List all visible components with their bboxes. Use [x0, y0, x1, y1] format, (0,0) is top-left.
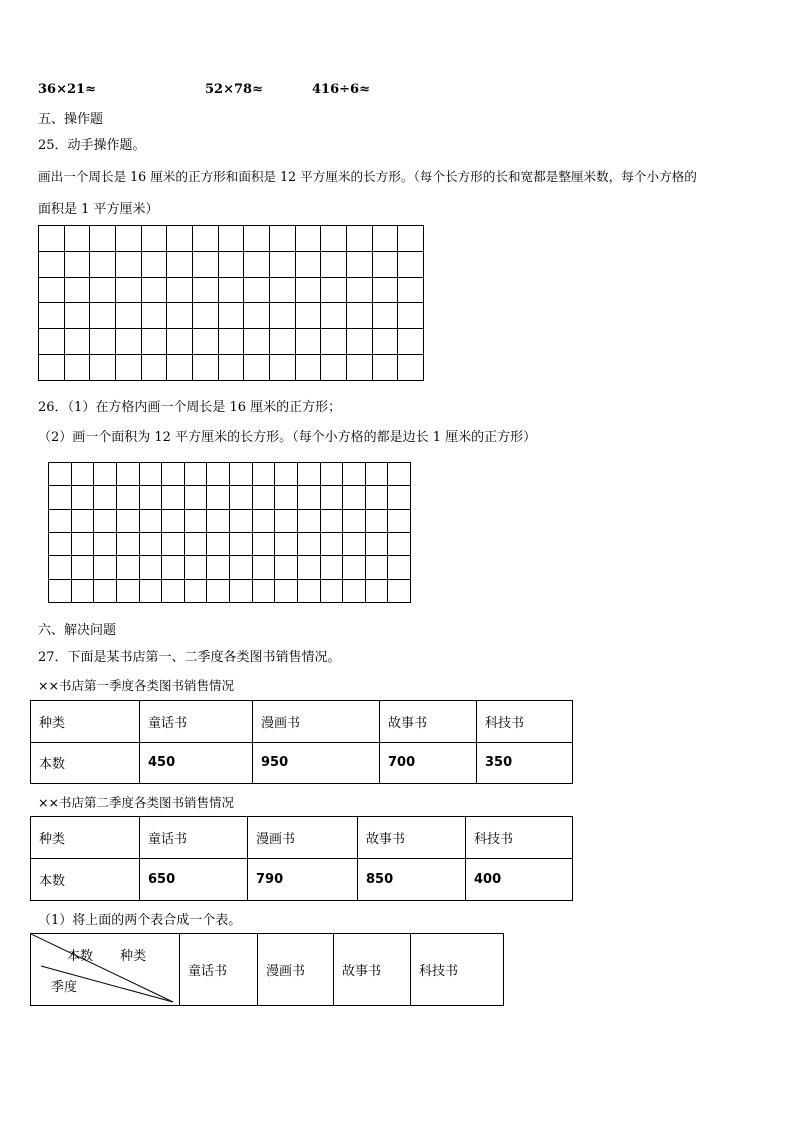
grid-cell[interactable]: [90, 226, 116, 252]
grid-row: [49, 486, 411, 509]
grid-cell[interactable]: [372, 277, 398, 303]
grid-row: [49, 556, 411, 579]
grid-cell[interactable]: [320, 463, 343, 486]
grid-cell[interactable]: [167, 277, 193, 303]
grid-cell[interactable]: [388, 532, 411, 555]
grid-cell[interactable]: [230, 556, 253, 579]
grid-cell[interactable]: [162, 579, 185, 602]
grid-cell[interactable]: [230, 486, 253, 509]
grid-cell[interactable]: [184, 486, 207, 509]
table-row: [180, 934, 504, 1006]
grid-cell[interactable]: [398, 226, 424, 252]
grid-cell[interactable]: [252, 532, 275, 555]
grid-cell[interactable]: [343, 509, 366, 532]
grid-cell[interactable]: [139, 532, 162, 555]
grid-cell[interactable]: [49, 509, 72, 532]
grid-cell[interactable]: [398, 277, 424, 303]
grid-cell[interactable]: [115, 329, 141, 355]
grid-cell[interactable]: [207, 532, 230, 555]
grid-cell[interactable]: [94, 556, 117, 579]
grid-cell[interactable]: [139, 579, 162, 602]
grid-cell[interactable]: [192, 329, 218, 355]
grid-cell[interactable]: [139, 486, 162, 509]
grid-cell[interactable]: [141, 226, 167, 252]
table2-caption: ××书店第二季度各类图书销售情况: [38, 795, 234, 810]
grid-cell[interactable]: [365, 579, 388, 602]
grid-cell[interactable]: [398, 329, 424, 355]
q25-label: 25．动手操作题。: [38, 138, 146, 153]
corner-label-count: 本数: [67, 949, 94, 964]
grid-cell[interactable]: [116, 486, 139, 509]
grid-cell[interactable]: [297, 463, 320, 486]
grid-cell[interactable]: [372, 226, 398, 252]
grid-cell[interactable]: [275, 532, 298, 555]
grid-row: [39, 329, 424, 355]
grid-cell[interactable]: [116, 556, 139, 579]
diagonal-lines: [31, 934, 179, 1006]
grid-cell[interactable]: [269, 329, 295, 355]
grid-cell[interactable]: [49, 556, 72, 579]
grid-cell[interactable]: [343, 463, 366, 486]
grid-cell[interactable]: [162, 463, 185, 486]
grid-cell[interactable]: [218, 251, 244, 277]
grid-cell[interactable]: [346, 277, 372, 303]
q25-line1: 画出一个周长是 16 厘米的正方形和面积是 12 平方厘米的长方形。（每个长方形的长和宽都是整厘米数，每个小方格的: [38, 169, 697, 184]
grid-cell[interactable]: [295, 277, 321, 303]
grid-cell[interactable]: [167, 251, 193, 277]
grid-cell[interactable]: [94, 463, 117, 486]
grid-cell[interactable]: [39, 329, 65, 355]
grid-cell[interactable]: [71, 579, 94, 602]
grid-cell[interactable]: [346, 226, 372, 252]
q27-sub1: （1）将上面的两个表合成一个表。: [38, 913, 242, 928]
grid-cell[interactable]: [218, 303, 244, 329]
grid-cell[interactable]: [64, 303, 90, 329]
grid-cell[interactable]: [252, 486, 275, 509]
grid-cell[interactable]: [39, 251, 65, 277]
table1-header-cell: 科技书: [477, 701, 573, 743]
grid-row: [49, 579, 411, 602]
grid-cell[interactable]: [398, 303, 424, 329]
grid-cell[interactable]: [218, 329, 244, 355]
table2-header-cell: 种类: [31, 817, 140, 859]
grid-cell[interactable]: [218, 355, 244, 381]
grid-cell[interactable]: [372, 303, 398, 329]
grid-cell[interactable]: [343, 556, 366, 579]
grid-cell[interactable]: [71, 532, 94, 555]
grid-cell[interactable]: [94, 579, 117, 602]
grid-cell[interactable]: [320, 532, 343, 555]
grid-cell[interactable]: [139, 463, 162, 486]
grid-cell[interactable]: [64, 355, 90, 381]
grid-cell[interactable]: [116, 509, 139, 532]
grid-cell[interactable]: [192, 251, 218, 277]
grid-cell[interactable]: [269, 355, 295, 381]
grid-cell[interactable]: [365, 556, 388, 579]
grid-row: [49, 463, 411, 486]
grid-cell[interactable]: [321, 226, 347, 252]
grid-cell[interactable]: [230, 463, 253, 486]
grid-cell[interactable]: [90, 277, 116, 303]
grid-cell[interactable]: [162, 486, 185, 509]
grid-cell[interactable]: [252, 579, 275, 602]
grid-cell[interactable]: [398, 355, 424, 381]
grid-cell[interactable]: [184, 509, 207, 532]
grid-cell[interactable]: [184, 556, 207, 579]
grid-row: [49, 509, 411, 532]
grid-cell[interactable]: [320, 486, 343, 509]
corner-label-kind: 种类: [120, 949, 147, 964]
table1-header-cell: 种类: [31, 701, 140, 743]
table3-header-cell: 科技书: [411, 934, 504, 1006]
table3-header-cell: 漫画书: [258, 934, 334, 1006]
grid-cell[interactable]: [207, 486, 230, 509]
grid-cell[interactable]: [192, 226, 218, 252]
grid-cell[interactable]: [64, 329, 90, 355]
grid-cell[interactable]: [365, 532, 388, 555]
table2-header-cell: 故事书: [358, 817, 466, 859]
grid-cell[interactable]: [49, 532, 72, 555]
grid-cell[interactable]: [162, 532, 185, 555]
grid-cell[interactable]: [244, 355, 270, 381]
grid-cell[interactable]: [244, 303, 270, 329]
grid-cell[interactable]: [141, 329, 167, 355]
table1-header-cell: 故事书: [380, 701, 477, 743]
grid-cell[interactable]: [39, 277, 65, 303]
grid-cell[interactable]: [275, 579, 298, 602]
grid-cell[interactable]: [115, 226, 141, 252]
grid-cell[interactable]: [39, 355, 65, 381]
grid-cell[interactable]: [297, 579, 320, 602]
grid-cell[interactable]: [343, 486, 366, 509]
grid-cell[interactable]: [49, 579, 72, 602]
grid-row: [39, 303, 424, 329]
table2-value-cell: 400: [466, 859, 573, 901]
grid-cell[interactable]: [116, 532, 139, 555]
grid-cell[interactable]: [275, 509, 298, 532]
grid-cell[interactable]: [207, 463, 230, 486]
grid-cell[interactable]: [388, 579, 411, 602]
grid-cell[interactable]: [94, 509, 117, 532]
grid-cell[interactable]: [162, 509, 185, 532]
table1-value-cell: 350: [477, 742, 573, 784]
grid-cell[interactable]: [321, 277, 347, 303]
grid-cell[interactable]: [139, 509, 162, 532]
table2-header-cell: 童话书: [140, 817, 248, 859]
grid-cell[interactable]: [365, 463, 388, 486]
grid-cell[interactable]: [71, 486, 94, 509]
grid-cell[interactable]: [167, 226, 193, 252]
grid-row: [39, 251, 424, 277]
grid-cell[interactable]: [372, 251, 398, 277]
grid-cell[interactable]: [71, 509, 94, 532]
table1-caption: ××书店第一季度各类图书销售情况: [38, 678, 234, 693]
grid-cell[interactable]: [320, 556, 343, 579]
table1-value-cell: 950: [253, 742, 380, 784]
grid-cell[interactable]: [207, 556, 230, 579]
table-row: [31, 742, 573, 784]
table-row: [31, 859, 573, 901]
grid-cell[interactable]: [192, 277, 218, 303]
grid-cell[interactable]: [372, 329, 398, 355]
grid-cell[interactable]: [295, 303, 321, 329]
grid-cell[interactable]: [388, 463, 411, 486]
grid-cell[interactable]: [275, 556, 298, 579]
grid-cell[interactable]: [230, 579, 253, 602]
grid-cell[interactable]: [64, 251, 90, 277]
grid-cell[interactable]: [252, 463, 275, 486]
grid-cell[interactable]: [116, 463, 139, 486]
grid-cell[interactable]: [252, 556, 275, 579]
grid-cell[interactable]: [297, 486, 320, 509]
grid-cell[interactable]: [346, 251, 372, 277]
drawing-grid-1[interactable]: [38, 225, 424, 381]
estimate-2: 52×78≈: [205, 82, 263, 97]
grid-cell[interactable]: [321, 329, 347, 355]
q26-line1: 26．（1）在方格内画一个周长是 16 厘米的正方形；: [38, 400, 342, 415]
grid-cell[interactable]: [230, 509, 253, 532]
grid-cell[interactable]: [244, 226, 270, 252]
grid-cell[interactable]: [162, 556, 185, 579]
table-row: [31, 817, 573, 859]
grid-cell[interactable]: [295, 355, 321, 381]
grid-cell[interactable]: [388, 556, 411, 579]
q26-line2: （2）画一个面积为 12 平方厘米的长方形。（每个小方格的都是边长 1 厘米的正方形）: [38, 430, 537, 445]
grid-cell[interactable]: [184, 463, 207, 486]
grid-cell[interactable]: [49, 486, 72, 509]
grid-cell[interactable]: [94, 532, 117, 555]
grid-cell[interactable]: [295, 329, 321, 355]
grid-cell[interactable]: [207, 509, 230, 532]
drawing-grid-2[interactable]: [48, 462, 411, 603]
grid-cell[interactable]: [139, 556, 162, 579]
grid-cell[interactable]: [343, 579, 366, 602]
grid-cell[interactable]: [192, 303, 218, 329]
grid-cell[interactable]: [346, 355, 372, 381]
grid-cell[interactable]: [218, 277, 244, 303]
table1-value-cell: 450: [140, 742, 253, 784]
table2-header-cell: 科技书: [466, 817, 573, 859]
grid-cell[interactable]: [71, 463, 94, 486]
grid-cell[interactable]: [230, 532, 253, 555]
section-5-title: 五、操作题: [38, 112, 104, 127]
grid-cell[interactable]: [269, 303, 295, 329]
table-row: [31, 701, 573, 743]
grid-cell[interactable]: [320, 509, 343, 532]
grid-cell[interactable]: [71, 556, 94, 579]
q25-line2: 面积是 1 平方厘米）: [38, 202, 159, 217]
table1-header-cell: 童话书: [140, 701, 253, 743]
sales-table-q1: [30, 700, 573, 784]
estimate-1: 36×21≈: [38, 82, 96, 97]
grid-cell[interactable]: [321, 355, 347, 381]
grid-cell[interactable]: [365, 509, 388, 532]
grid-cell[interactable]: [295, 226, 321, 252]
grid-cell[interactable]: [295, 251, 321, 277]
grid-cell[interactable]: [321, 251, 347, 277]
grid-cell[interactable]: [297, 509, 320, 532]
grid-cell[interactable]: [244, 251, 270, 277]
grid-cell[interactable]: [184, 579, 207, 602]
grid-cell[interactable]: [141, 303, 167, 329]
grid-cell[interactable]: [94, 486, 117, 509]
diagonal-header-cell: [30, 933, 179, 1006]
grid-cell[interactable]: [244, 329, 270, 355]
grid-cell[interactable]: [192, 355, 218, 381]
grid-cell[interactable]: [321, 303, 347, 329]
grid-cell[interactable]: [388, 486, 411, 509]
grid-cell[interactable]: [64, 226, 90, 252]
table2-value-cell: 650: [140, 859, 248, 901]
grid-cell[interactable]: [49, 463, 72, 486]
corner-label-season: 季度: [51, 980, 78, 995]
grid-cell[interactable]: [167, 329, 193, 355]
grid-cell[interactable]: [297, 532, 320, 555]
grid-cell[interactable]: [90, 329, 116, 355]
grid-cell[interactable]: [320, 579, 343, 602]
section-6-title: 六、解决问题: [38, 623, 117, 638]
grid-cell[interactable]: [167, 355, 193, 381]
grid-cell[interactable]: [244, 277, 270, 303]
grid-cell[interactable]: [343, 532, 366, 555]
estimate-3: 416÷6≈: [312, 82, 370, 97]
table3-header-cell: 童话书: [180, 934, 258, 1006]
grid-cell[interactable]: [365, 486, 388, 509]
grid-cell[interactable]: [90, 355, 116, 381]
table1-value-cell: 700: [380, 742, 477, 784]
grid-cell[interactable]: [141, 277, 167, 303]
grid-cell[interactable]: [90, 303, 116, 329]
grid-cell[interactable]: [275, 463, 298, 486]
grid-cell[interactable]: [269, 251, 295, 277]
grid-cell[interactable]: [388, 509, 411, 532]
grid-cell[interactable]: [64, 277, 90, 303]
table3-header-cell: 故事书: [334, 934, 411, 1006]
table2-value-cell: 850: [358, 859, 466, 901]
grid-cell[interactable]: [115, 355, 141, 381]
grid-cell[interactable]: [252, 509, 275, 532]
grid-cell[interactable]: [141, 355, 167, 381]
grid-cell[interactable]: [90, 251, 116, 277]
grid-cell[interactable]: [346, 329, 372, 355]
sales-table-q2: [30, 816, 573, 901]
grid-row: [49, 532, 411, 555]
grid-cell[interactable]: [207, 579, 230, 602]
grid-cell[interactable]: [39, 226, 65, 252]
q27-label: 27．下面是某书店第一、二季度各类图书销售情况。: [38, 650, 341, 665]
grid-cell[interactable]: [218, 226, 244, 252]
grid-cell[interactable]: [39, 303, 65, 329]
grid-cell[interactable]: [167, 303, 193, 329]
grid-cell[interactable]: [398, 251, 424, 277]
table2-header-cell: 漫画书: [248, 817, 358, 859]
grid-cell[interactable]: [141, 251, 167, 277]
table2-row-label: 本数: [31, 859, 140, 901]
grid-cell[interactable]: [297, 556, 320, 579]
grid-cell[interactable]: [269, 277, 295, 303]
grid-row: [39, 355, 424, 381]
grid-cell[interactable]: [372, 355, 398, 381]
grid-cell[interactable]: [115, 277, 141, 303]
table1-header-cell: 漫画书: [253, 701, 380, 743]
grid-cell[interactable]: [269, 226, 295, 252]
grid-cell[interactable]: [115, 251, 141, 277]
merged-table-header: [179, 933, 504, 1006]
table1-row-label: 本数: [31, 742, 140, 784]
grid-row: [39, 226, 424, 252]
grid-row: [39, 277, 424, 303]
grid-cell[interactable]: [115, 303, 141, 329]
grid-cell[interactable]: [116, 579, 139, 602]
grid-cell[interactable]: [346, 303, 372, 329]
grid-cell[interactable]: [184, 532, 207, 555]
table2-value-cell: 790: [248, 859, 358, 901]
grid-cell[interactable]: [275, 486, 298, 509]
